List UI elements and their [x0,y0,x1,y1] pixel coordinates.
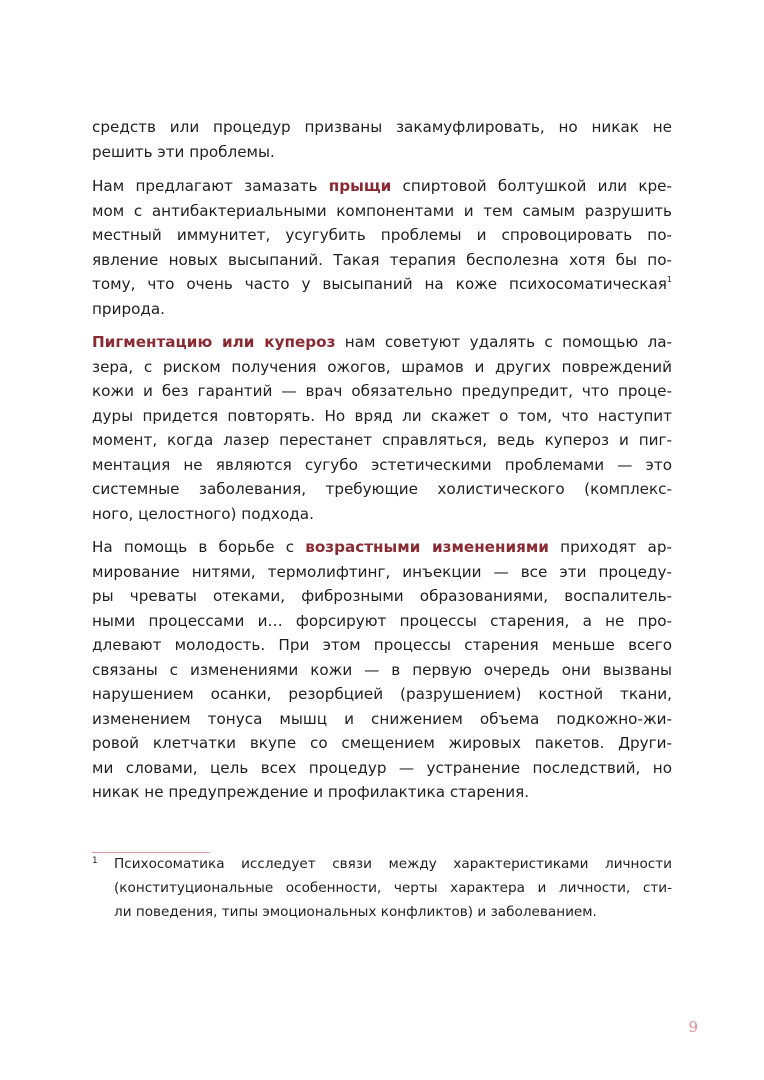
text-line: ного, целостного) подхода. [92,504,314,523]
paragraph-3 [92,330,672,526]
text-line: На помощь в борьбе с возрастными изменениями приходят ар- [92,538,672,556]
text-line: длевают молодость. При этом процессы старения меньше всего [92,636,672,654]
text-line: мирование нитями, термолифтинг, инъекции — все эти процеду- [92,562,672,581]
text-line: момент, когда лазер перестанет справляться, ведь купероз и пиг- [92,431,672,449]
paragraph-1 [92,115,672,164]
footnote [92,852,672,924]
text-line: зера, с риском получения ожогов, шрамов и других повреждений [92,357,672,376]
paragraph-2 [92,174,672,321]
text-line: местный иммунитет, усугубить проблемы и спровоцировать по- [92,226,672,244]
text-line: решить эти проблемы. [92,142,275,161]
text-line: никак не предупреждение и профилактика старения. [92,783,530,801]
page-number: 9 [688,1018,698,1036]
highlight-term-pigmentation: Пигментацию или купероз [92,333,336,351]
text-line: Нам предлагают замазать прыщи спиртовой болтушкой или кре- [92,177,672,195]
text-line: Пигментацию или купероз нам советуют удалять с помощью ла- [92,333,672,351]
paragraph-4 [92,535,672,805]
footnote-line: (конституциональные особенности, черты характера и личности, сти- [114,880,672,896]
text-line: ментация не являются сугубо эстетическими проблемами — это [92,455,672,474]
highlight-term-pimples: прыщи [328,177,392,195]
footnote-reference[interactable]: 1 [666,275,672,284]
text-line: ры чреваты отеками, фиброзными образованиями, воспалитель- [92,587,672,605]
footnote-line: 1 Психосоматика исследует связи между характеристиками личности [92,856,672,872]
text-line: ми словами, цель всех процедур — устранение последствий, но [92,758,672,777]
text-line: природа. [92,299,166,318]
text-line: кожи и без гарантий — врач обязательно предупредит, что проце- [92,382,672,400]
text-line: нарушением осанки, резорбцией (разрушением) костной ткани, [92,685,672,703]
footnote-line: ли поведения, типы эмоциональных конфликтов) и заболеванием. [114,904,597,920]
text-line: связаны с изменениями кожи — в первую очередь они вызваны [92,660,672,679]
text-line: тому, что очень часто у высыпаний на коже психосоматическая$^1$ [92,275,672,293]
highlight-term-age-changes: возрастными изменениями [305,538,549,556]
text-line: явление новых высыпаний. Такая терапия бесполезна хотя бы по- [92,250,672,269]
text-line: изменением тонуса мышц и снижением объема подкожно-жи- [92,709,672,728]
text-line: ровой клетчатки вкупе со смещением жировых пакетов. Други- [92,734,672,752]
text-line: системные заболевания, требующие холистического (комплекс- [92,480,672,498]
text-line: ными процессами и… форсируют процессы старения, а не про- [92,611,672,630]
text-line: мом с антибактериальными компонентами и тем самым разрушить [92,201,672,220]
text-line: дуры придется повторять. Но вряд ли скажет о том, что наступит [92,406,672,425]
text-line: средств или процедур призваны закамуфлировать, но никак не [92,118,672,136]
